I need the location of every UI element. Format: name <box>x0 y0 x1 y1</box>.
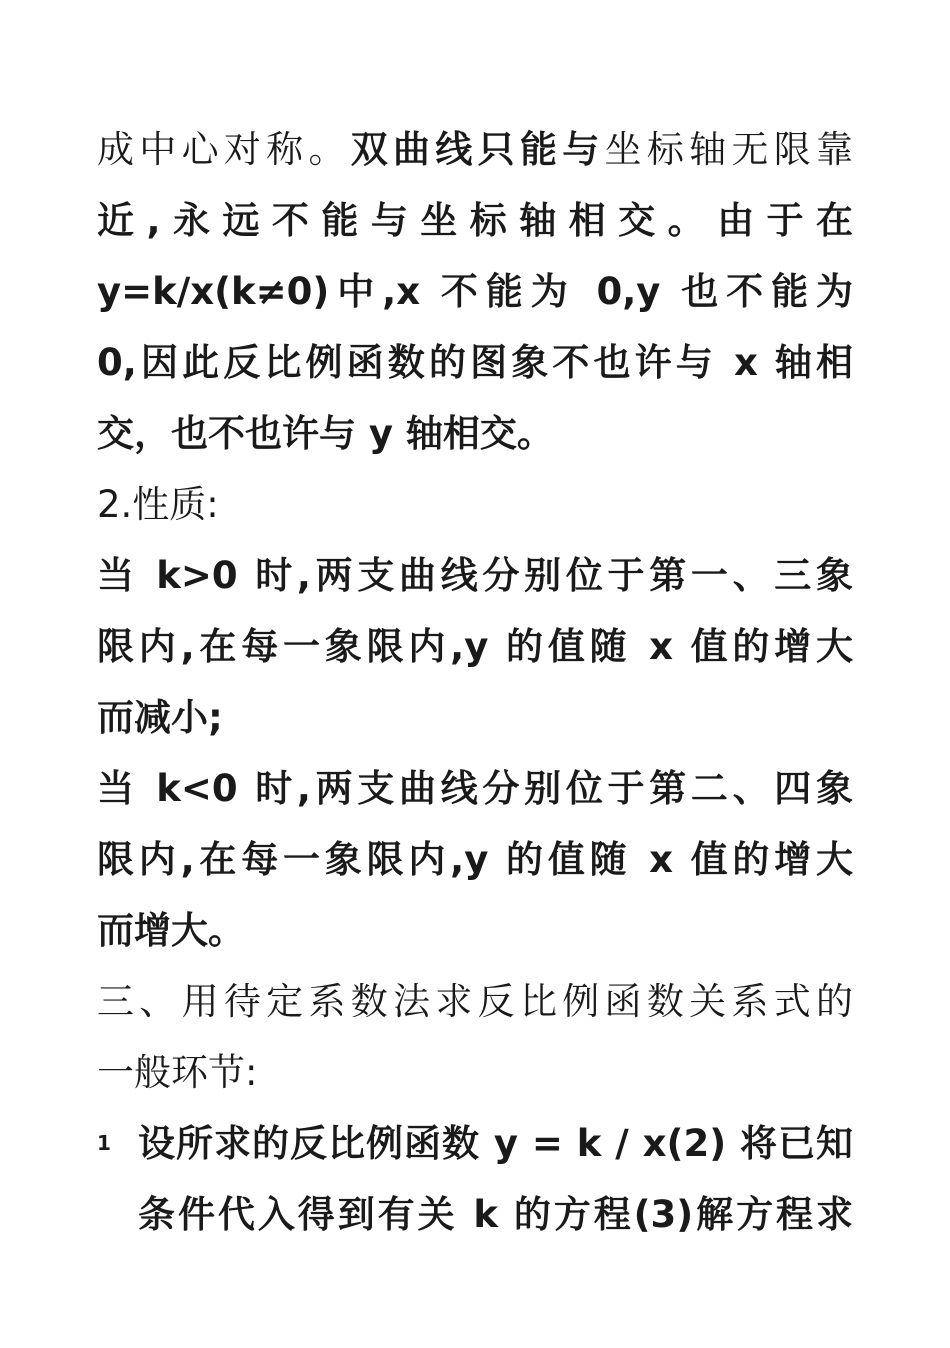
list-number: 1 <box>97 1131 111 1155</box>
section-heading-method-cont: 一般环节: <box>97 1051 258 1094</box>
property-line: 限内,在每一象限内,y 的值随 x 值的增大 <box>97 625 853 668</box>
property-line: 当 k>0 时,两支曲线分别位于第一、三象 <box>97 554 853 597</box>
property-line: 而增大。 <box>97 909 245 952</box>
text-line-symmetry <box>97 114 853 185</box>
property-line: 当 k<0 时,两支曲线分别位于第二、四象 <box>97 767 853 810</box>
text-line: y=k/x(k≠0)中,x 不能为 0,y 也不能为 <box>97 270 853 313</box>
text-line: 0,因此反比例函数的图象不也许与 x 轴相 <box>97 341 853 384</box>
property-line: 而减小; <box>97 696 223 739</box>
text-line: 近,永远不能与坐标轴相交。由于在 <box>97 199 853 242</box>
property-line: 限内,在每一象限内,y 的值随 x 值的增大 <box>97 838 853 881</box>
step-line: 条件代入得到有关 k 的方程(3)解方程求 <box>138 1193 853 1236</box>
text-normal-tail: 坐标轴无限靠 <box>604 128 853 171</box>
section-heading-properties: 2.性质: <box>97 483 219 526</box>
document-page <box>97 114 853 1250</box>
section-heading-method: 三、用待定系数法求反比例函数关系式的 <box>97 980 853 1023</box>
text-line: 交，也不也许与 y 轴相交。 <box>97 412 554 455</box>
list-item-step <box>97 1108 853 1250</box>
text-bold: 双曲线只能与 <box>350 128 605 171</box>
step-line: 设所求的反比例函数 y = k / x(2) 将已知 <box>138 1122 853 1165</box>
text-normal: 成中心对称。 <box>97 128 351 171</box>
